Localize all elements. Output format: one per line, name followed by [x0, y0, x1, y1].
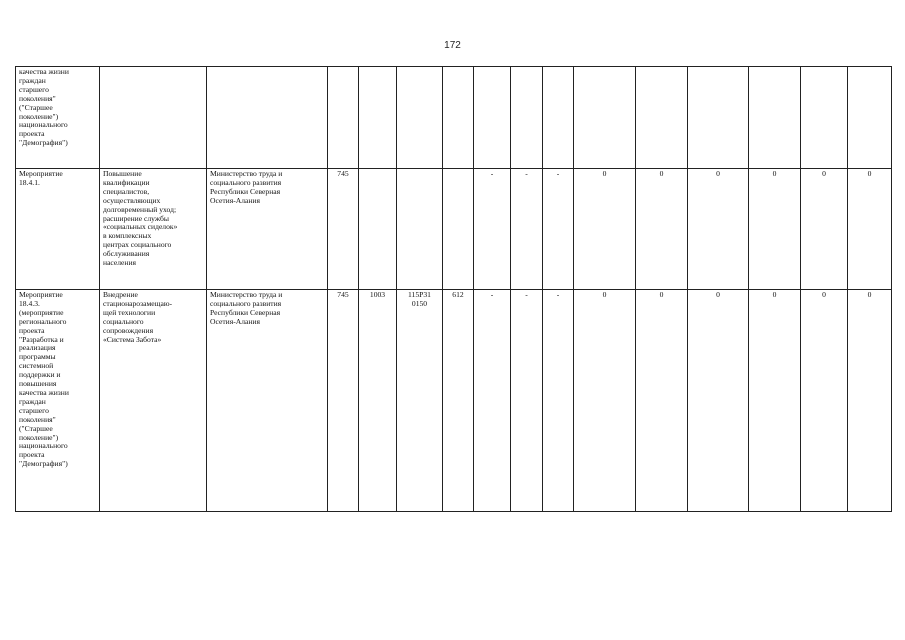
cell-value: - [474, 290, 511, 512]
budget-table [15, 66, 892, 512]
cell-rzpr [359, 67, 397, 169]
cell-executor: Министерство труда и социального развития Республики Северная Осетия-Алания [207, 169, 328, 290]
cell-value [574, 67, 636, 169]
cell-csr [397, 169, 443, 290]
cell-value [688, 67, 749, 169]
cell-rzpr: 1003 [359, 290, 397, 512]
cell-event-name: качества жизни граждан старшего поколения" ("Старшее поколение") национального проекта "Демография") [16, 67, 100, 169]
cell-value [543, 67, 574, 169]
cell-value: 0 [688, 290, 749, 512]
cell-value: - [543, 169, 574, 290]
cell-grbs: 745 [328, 169, 359, 290]
cell-grbs: 745 [328, 290, 359, 512]
cell-value: 0 [749, 290, 801, 512]
cell-value: 0 [636, 169, 688, 290]
cell-value: - [543, 290, 574, 512]
cell-value: 0 [688, 169, 749, 290]
cell-value [474, 67, 511, 169]
cell-description: Повышение квалификации специалистов, осуществляющих долговременный уход; расширение службы «социальных сиделок» в комплексных центрах социального обслуживания населения [100, 169, 207, 290]
cell-value: - [511, 290, 543, 512]
cell-value [636, 67, 688, 169]
cell-value: 0 [749, 169, 801, 290]
cell-value: 0 [801, 290, 848, 512]
cell-description: Внедрение стационарозамещаю- щей технологии социального сопровождения «Система Забота» [100, 290, 207, 512]
cell-value: 0 [848, 169, 892, 290]
cell-grbs [328, 67, 359, 169]
cell-value [749, 67, 801, 169]
cell-value: - [511, 169, 543, 290]
cell-value: 0 [801, 169, 848, 290]
table-row [16, 67, 892, 169]
cell-vr [443, 169, 474, 290]
cell-value [801, 67, 848, 169]
cell-value [848, 67, 892, 169]
cell-csr: 115P31 0150 [397, 290, 443, 512]
cell-value: 0 [574, 169, 636, 290]
cell-value: 0 [574, 290, 636, 512]
cell-executor [207, 67, 328, 169]
page-number: 172 [444, 40, 461, 51]
cell-event-name: Мероприятие 18.4.3. (мероприятие регионального проекта "Разработка и реализация программы системной поддержки и повышения качества жизни граждан старшего поколения" ("Старшее поколение") национального проекта "Демография") [16, 290, 100, 512]
cell-event-name: Мероприятие 18.4.1. [16, 169, 100, 290]
cell-rzpr [359, 169, 397, 290]
cell-vr [443, 67, 474, 169]
table-row [16, 290, 892, 512]
table-row [16, 169, 892, 290]
cell-description [100, 67, 207, 169]
cell-value: 0 [636, 290, 688, 512]
cell-value [511, 67, 543, 169]
cell-executor: Министерство труда и социального развития Республики Северная Осетия-Алания [207, 290, 328, 512]
cell-value: 0 [848, 290, 892, 512]
cell-vr: 612 [443, 290, 474, 512]
cell-csr [397, 67, 443, 169]
cell-value: - [474, 169, 511, 290]
